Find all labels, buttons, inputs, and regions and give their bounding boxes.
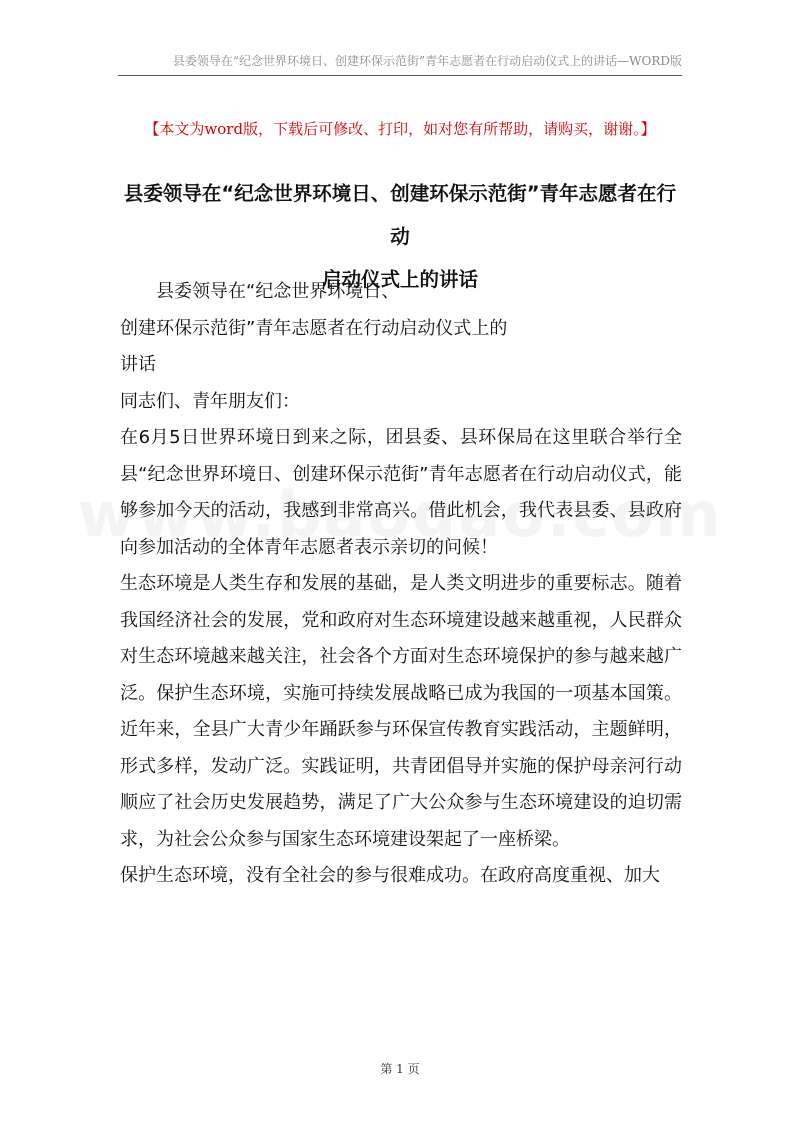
paragraph-subtitle-1: 县委领导在“纪念世界环境日、 (156, 281, 400, 302)
running-header: 县委领导在“纪念世界环境日、创建环保示范街”青年志愿者在行动启动仪式上的讲话—WORD版 (172, 54, 682, 68)
download-notice: 【本文为word版，下载后可修改、打印，如对您有所帮助，请购买，谢谢。】 (144, 120, 656, 138)
paragraph-ecology: 生态环境是人类生存和发展的基础，是人类文明进步的重要标志。随着我国经济社会的发展，党和政府对生态环境建设越来越重视，人民群众对生态环境越来越关注，社会各个方面对生态环境保护的参与越来越广泛。保护生态环境，实施可持续发展战略已成为我国的一项基本国策。近年来，全县广大青少年踊跃参与环保宣传教育实践活动，主题鲜明，形式多样，发动广泛。实践证明，共青团倡导并实施的保护母亲河行动顺应了社会历史发展趋势，满足了广大公众参与生态环境建设的迫切需求，为社会公众参与国家生态环境建设架起了一座桥梁。 (120, 573, 682, 850)
page-number: 第 1 页 (380, 1062, 420, 1076)
paragraph-protection: 保护生态环境，没有全社会的参与很难成功。在政府高度重视、加大 (120, 865, 660, 886)
paragraph-salutation: 同志们、青年朋友们： (120, 390, 300, 412)
header-divider (118, 75, 682, 76)
document-body (120, 274, 682, 895)
paragraph-opening: 在6月5日世界环境日到来之际，团县委、县环保局在这里联合举行全县“纪念世界环境日、创建环保示范街”青年志愿者在行动启动仪式，能够参加今天的活动，我感到非常高兴。借此机会，我代表县委、县政府向参加活动的全体青年志愿者表示亲切的问候！ (120, 427, 682, 558)
title-line-2: 启动仪式上的讲话 (321, 268, 478, 291)
paragraph-subtitle-2: 创建环保示范街”青年志愿者在行动启动仪式上的 (120, 317, 508, 339)
paragraph-subtitle-3: 讲话 (120, 354, 156, 375)
title-line-1: 县委领导在“纪念世界环境日、创建环保示范街”青年志愿者在行动 (123, 182, 677, 248)
